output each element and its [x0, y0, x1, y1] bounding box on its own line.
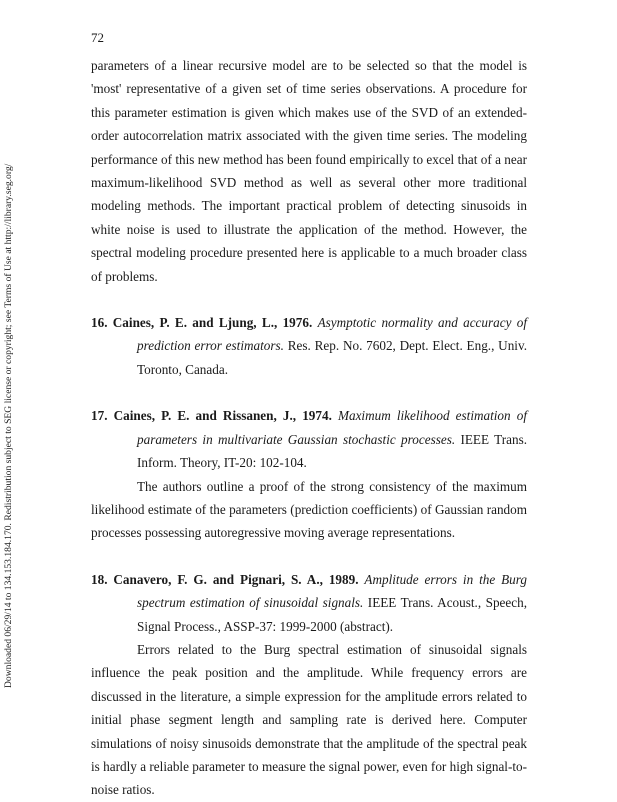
page-number: 72 — [91, 30, 104, 45]
entry-source: IEEE Trans. Inform. Theory, IT-20: 102-104. — [137, 431, 527, 471]
entry-number: 18. — [91, 571, 108, 587]
citation — [91, 404, 527, 474]
download-notice: Downloaded 06/29/14 to 134.153.184.170. Redistribution subject to SEG license or copyright; see Terms of Use at http://library.seg.org/ — [3, 163, 14, 688]
entry-number: 16. — [91, 315, 108, 331]
citation — [91, 568, 527, 638]
entry-authors: Caines, P. E. and Ljung, L., 1976. — [112, 315, 313, 331]
citation — [91, 311, 527, 381]
bibliography-entry-16 — [91, 311, 527, 381]
page-body — [91, 54, 527, 802]
entry-title: Amplitude errors in the Burg spectrum estimation of sinusoidal signals. — [137, 571, 528, 611]
entry-source: Res. Rep. No. 7602, Dept. Elect. Eng., Univ. Toronto, Canada. — [137, 338, 527, 377]
entry-title: Asymptotic normality and accuracy of prediction error estimators. — [137, 315, 527, 354]
intro-paragraph: parameters of a linear recursive model are to be selected so that the model is 'most' representative of a given set of time series observations. A procedure for this parameter estimation is given which makes use of the SVD of an extended-order autocorrelation matrix associated with the given time series. The modeling performance of this new method has been found empirically to excel that of a near maximum-likelihood SVD method as well as several other more traditional modeling methods. The important practical problem of detecting sinusoids in white noise is used to illustrate the application of the method. However, the spectral modeling procedure presented here is applicable to a much broader class of problems. — [91, 58, 527, 284]
bibliography-entry-18 — [91, 568, 527, 802]
bibliography-entry-17 — [91, 404, 527, 544]
entry-source: IEEE Trans. Acoust., Speech, Signal Process., ASSP-37: 1999-2000 (abstract). — [137, 595, 527, 634]
entry-authors: Caines, P. E. and Rissanen, J., 1974. — [113, 408, 332, 424]
entry-authors: Canavero, F. G. and Pignari, S. A., 1989. — [113, 571, 359, 587]
entry-title: Maximum likelihood estimation of parameters in multivariate Gaussian stochastic processes. — [137, 408, 527, 447]
entry-number: 17. — [91, 408, 108, 424]
entry-abstract: The authors outline a proof of the strong consistency of the maximum likelihood estimate of the parameters (prediction coefficients) of Gaussian random processes possessing autoregressive moving average representations. — [91, 478, 527, 541]
entry-abstract: Errors related to the Burg spectral estimation of sinusoidal signals influence the peak position and the amplitude. While frequency errors are discussed in the literature, a simple expression for the amplitude errors related to initial phase segment length and sampling rate is derived here. Computer simulations of noisy sinusoids demonstrate that the amplitude of the spectral peak is hardly a reliable parameter to measure the signal power, even for high signal-to-noise ratios. — [91, 641, 527, 798]
